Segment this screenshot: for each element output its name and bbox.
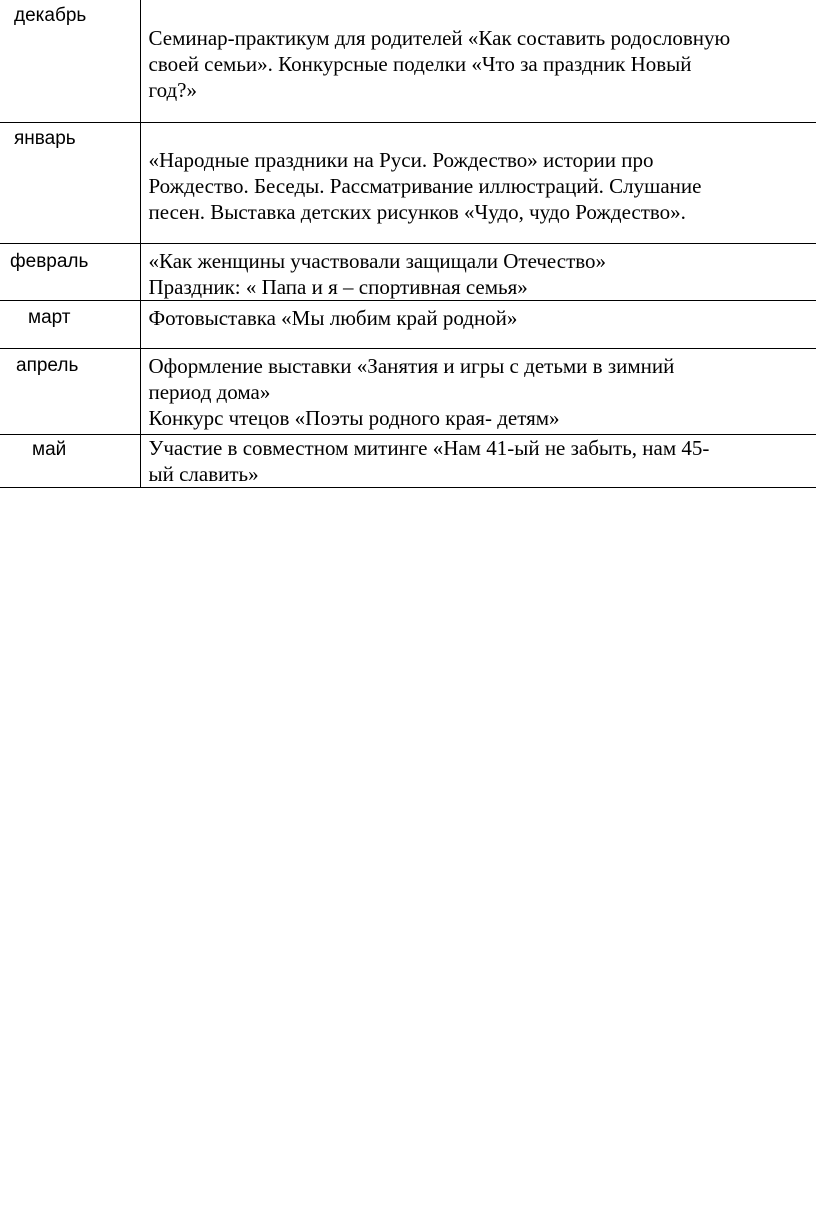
- month-cell: [0, 122, 140, 243]
- month-label: декабрь: [14, 5, 87, 26]
- month-label: март: [28, 306, 71, 328]
- events-plan-table: [0, 0, 816, 488]
- month-label: апрель: [16, 354, 79, 376]
- event-line: Праздник: « Папа и я – спортивная семья»: [148, 274, 528, 299]
- month-label: январь: [14, 127, 76, 149]
- event-cell: [140, 0, 816, 122]
- event-cell: [140, 300, 816, 348]
- month-cell: [0, 243, 140, 300]
- event-cell: [140, 434, 816, 487]
- event-line: Конкурс чтецов «Поэты родного края- детям»: [148, 405, 560, 430]
- event-line: Фотовыставка «Мы любим край родной»: [148, 305, 518, 330]
- month-cell: [0, 348, 140, 434]
- month-label: февраль: [10, 250, 89, 272]
- month-cell: [0, 300, 140, 348]
- event-description: [141, 435, 816, 487]
- table-row: [0, 434, 816, 487]
- event-line: ый славить»: [148, 461, 259, 486]
- event-cell: [140, 122, 816, 243]
- event-line: «Как женщины участвовали защищали Отечество»: [148, 248, 607, 273]
- event-cell: [140, 348, 816, 434]
- table-row: [0, 243, 816, 300]
- event-line: Участие в совместном митинге «Нам 41-ый не забыть, нам 45-: [148, 435, 710, 460]
- table-row: [0, 0, 816, 122]
- event-description: [141, 301, 816, 331]
- month-cell: [0, 434, 140, 487]
- event-description: [141, 0, 816, 103]
- table-row: [0, 300, 816, 348]
- event-description: [141, 123, 816, 225]
- event-line: период дома»: [148, 379, 271, 404]
- event-line: своей семьи». Конкурсные поделки «Что за праздник Новый: [148, 52, 692, 76]
- event-line: Оформление выставки «Занятия и игры с детьми в зимний: [148, 353, 675, 378]
- event-line: Рождество. Беседы. Рассматривание иллюстраций. Слушание: [148, 173, 702, 198]
- event-cell: [140, 243, 816, 300]
- table-row: [0, 348, 816, 434]
- event-description: [141, 349, 816, 431]
- event-line: «Народные праздники на Руси. Рождество» истории про: [148, 147, 654, 172]
- month-label: май: [32, 438, 67, 460]
- event-line: Семинар-практикум для родителей «Как составить родословную: [148, 26, 731, 50]
- event-description: [141, 244, 816, 300]
- month-cell: [0, 0, 140, 122]
- event-line: год?»: [148, 78, 197, 102]
- table-row: [0, 122, 816, 243]
- event-line: песен. Выставка детских рисунков «Чудо, чудо Рождество».: [148, 199, 686, 224]
